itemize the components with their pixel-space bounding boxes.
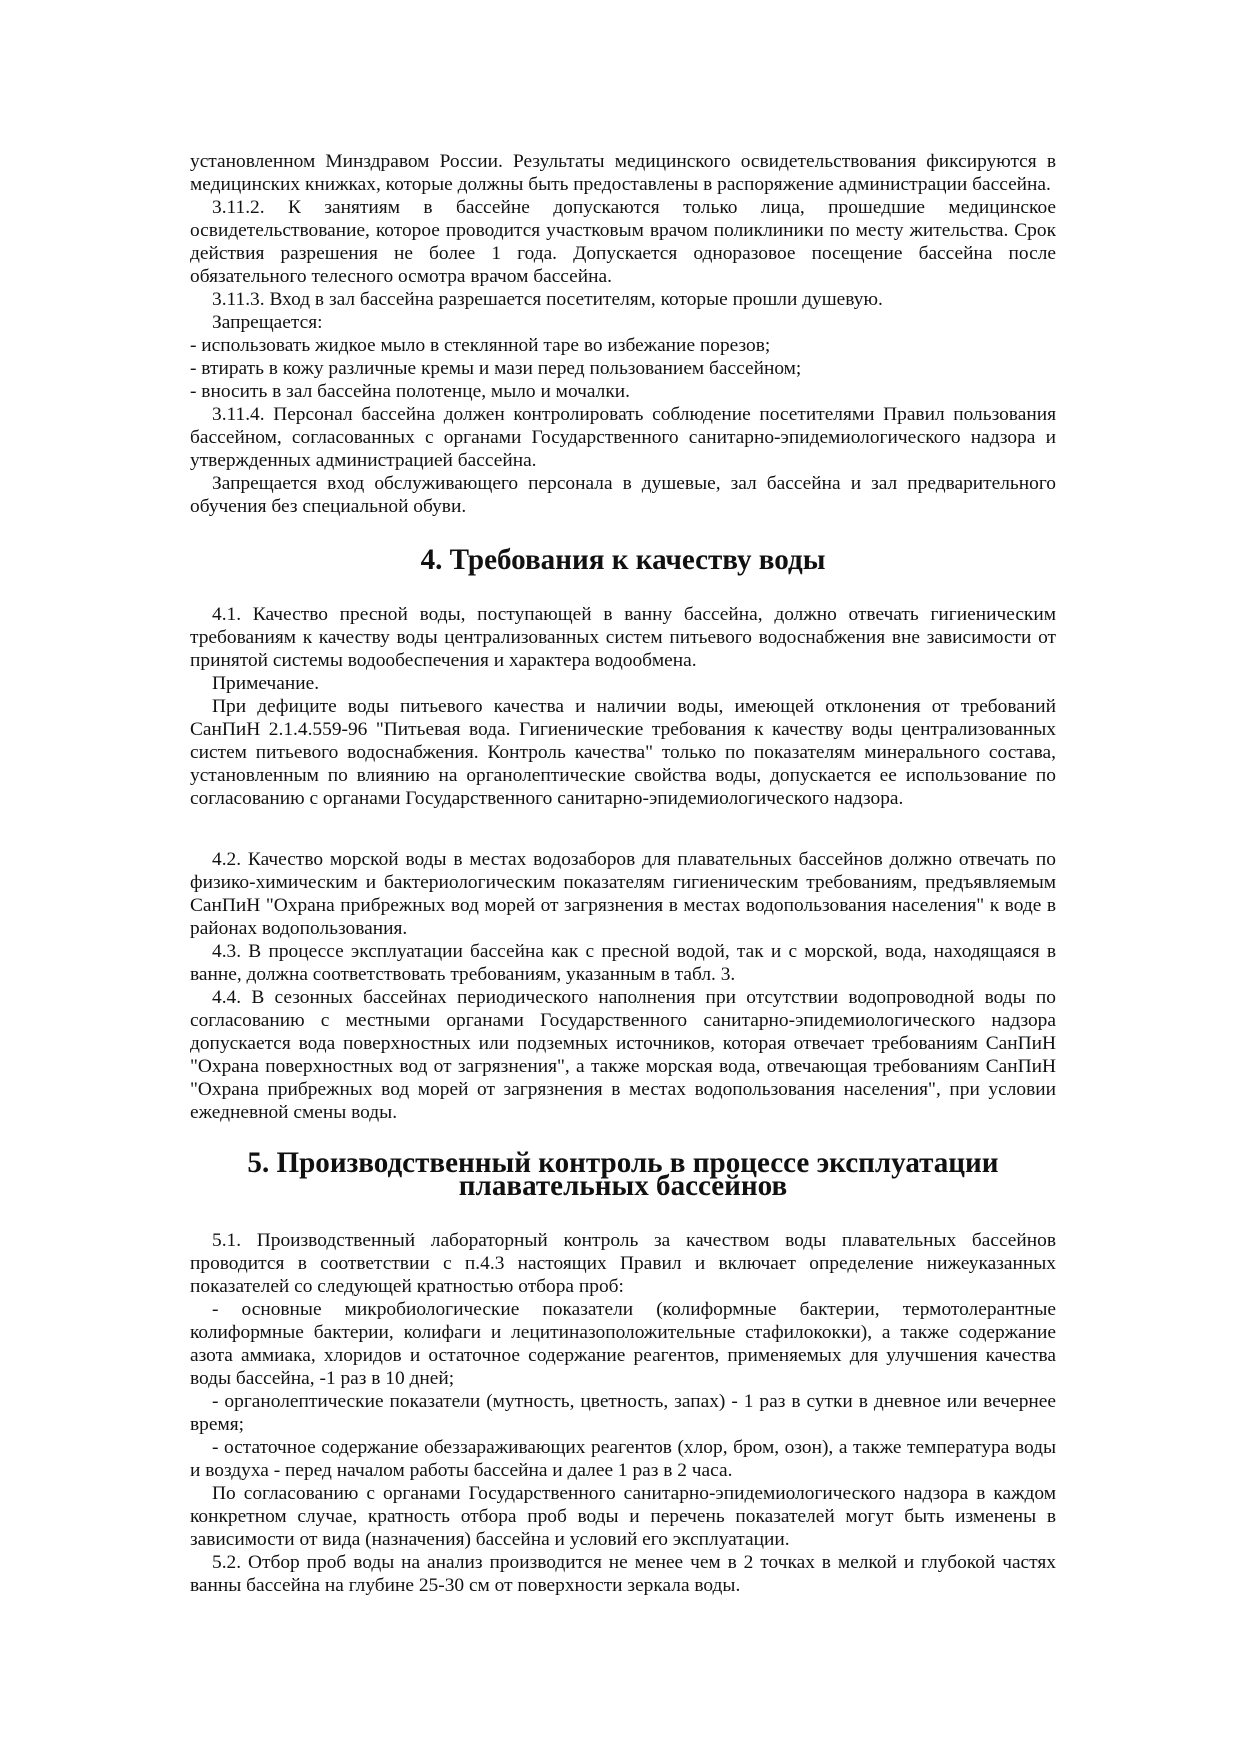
section-5-heading: 5. Производственный контроль в процессе эксплуатации плавательных бассейнов xyxy=(247,1147,999,1202)
paragraph: установленном Минздравом России. Результаты медицинского освидетельствования фиксируются в медицинских книжках, которые должны быть предоставлены в распоряжение администрации бассейна. xyxy=(190,151,1056,195)
paragraph: 3.11.2. К занятиям в бассейне допускаются только лица, прошедшие медицинское освидетельствование, которое проводится участковым врачом поликлиники по месту жительства. Срок действия разрешения не более 1 года. Допускается одноразовое посещение бассейна после обязательного телесного осмотра врачом бассейна. xyxy=(190,197,1056,287)
list-item: - вносить в зал бассейна полотенце, мыло и мочалки. xyxy=(190,381,630,402)
paragraph: Запрещается вход обслуживающего персонала в душевые, зал бассейна и зал предварительного обучения без специальной обуви. xyxy=(190,473,1056,517)
section-4-heading: 4. Требования к качеству воды xyxy=(420,544,826,576)
paragraph: 3.11.4. Персонал бассейна должен контролировать соблюдение посетителями Правил пользования бассейном, согласованных с органами Государственного санитарно-эпидемиологического надзора и утвержденных администрацией бассейна. xyxy=(190,404,1056,471)
document-page xyxy=(190,150,1056,1597)
list-item: - остаточное содержание обеззараживающих реагентов (хлор, бром, озон), а также температура воды и воздуха - перед началом работы бассейна и далее 1 раз в 2 часа. xyxy=(190,1437,1056,1481)
list-item: - основные микробиологические показатели (колиформные бактерии, термотолерантные колиформные бактерии, колифаги и лецитиназоположительные стафилококки), а также содержание азота аммиака, хлоридов и остаточное содержание реагентов, применяемых для улучшения качества воды бассейна, -1 раз в 10 дней; xyxy=(190,1299,1056,1389)
section-4-body xyxy=(190,603,1056,1124)
list-item: - использовать жидкое мыло в стеклянной таре во избежание порезов; xyxy=(190,335,771,356)
list-item: - органолептические показатели (мутность, цветность, запах) - 1 раз в сутки в дневное или вечернее время; xyxy=(190,1391,1056,1435)
paragraph: 5.2. Отбор проб воды на анализ производится не менее чем в 2 точках в мелкой и глубокой частях ванны бассейна на глубине 25-30 см от поверхности зеркала воды. xyxy=(190,1552,1056,1596)
section-5-body xyxy=(190,1229,1056,1597)
paragraph: 4.2. Качество морской воды в местах водозаборов для плавательных бассейнов должно отвечать по физико-химическим и бактериологическим показателям гигиеническим требованиям, предъявляемым СанПиН "Охрана прибрежных вод морей от загрязнения в местах водопользования населения" к воде в районах водопользования. xyxy=(190,849,1056,939)
paragraph: 4.4. В сезонных бассейнах периодического наполнения при отсутствии водопроводной воды по согласованию с местными органами Государственного санитарно-эпидемиологического надзора допускается вода поверхностных или подземных источников, которая отвечает требованиям СанПиН "Охрана поверхностных вод от загрязнения", а также морская вода, отвечающая требованиям СанПиН "Охрана прибрежных вод морей от загрязнения в местах водопользования населения", при условии ежедневной смены воды. xyxy=(190,987,1056,1123)
paragraph: 3.11.3. Вход в зал бассейна разрешается посетителям, которые прошли душевую. xyxy=(212,289,883,310)
paragraph: По согласованию с органами Государственного санитарно-эпидемиологического надзора в каждом конкретном случае, кратность отбора проб воды и перечень показателей могут быть изменены в зависимости от вида (назначения) бассейна и условий его эксплуатации. xyxy=(190,1483,1056,1550)
paragraph: Примечание. xyxy=(212,673,320,694)
list-item: - втирать в кожу различные кремы и мази перед пользованием бассейном; xyxy=(190,358,802,379)
paragraph: При дефиците воды питьевого качества и наличии воды, имеющей отклонения от требований СанПиН 2.1.4.559-96 "Питьевая вода. Гигиенические требования к качеству воды централизованных систем питьевого водоснабжения. Контроль качества" только по показателям минерального состава, установленным по влиянию на органолептические свойства воды, допускается ее использование по согласованию с органами Государственного санитарно-эпидемиологического надзора. xyxy=(190,696,1056,809)
paragraph: 5.1. Производственный лабораторный контроль за качеством воды плавательных бассейнов проводится в соответствии с п.4.3 настоящих Правил и включает определение нижеуказанных показателей со следующей кратностью отбора проб: xyxy=(190,1230,1056,1297)
paragraph: Запрещается: xyxy=(212,312,323,333)
paragraph: 4.1. Качество пресной воды, поступающей в ванну бассейна, должно отвечать гигиеническим требованиям к качеству воды централизованных систем питьевого водоснабжения вне зависимости от принятой системы водообеспечения и характера водообмена. xyxy=(190,604,1056,671)
paragraph: 4.3. В процессе эксплуатации бассейна как с пресной водой, так и с морской, вода, находящаяся в ванне, должна соответствовать требованиям, указанным в табл. 3. xyxy=(190,941,1056,985)
